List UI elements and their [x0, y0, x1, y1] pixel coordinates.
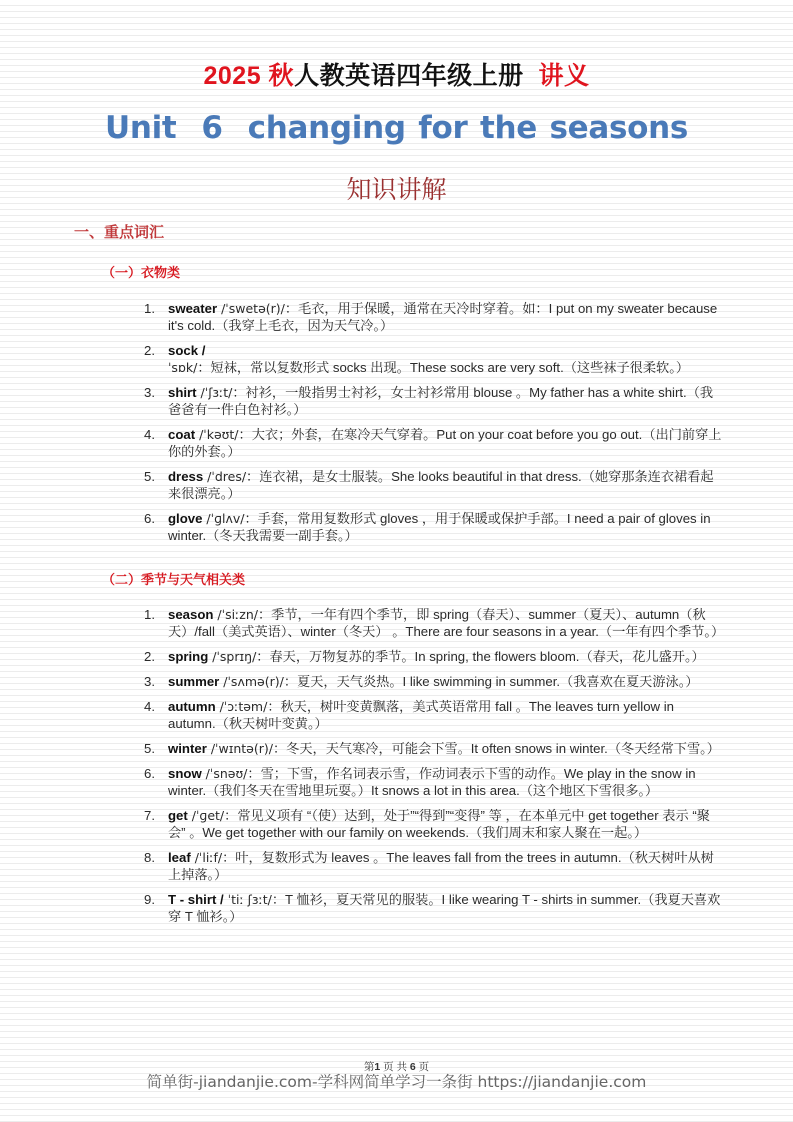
section-heading-key-vocabulary: 一、重点词汇 — [74, 224, 165, 241]
vocab-word: winter — [168, 741, 207, 756]
definition: ：春天，万物复苏的季节。In spring, the flowers bloom.（春天，花儿盛开。） — [256, 649, 705, 664]
vocabulary-list-seasons-weather — [140, 606, 725, 933]
item-number: 5. — [144, 469, 155, 484]
definition: ：T 恤衫，夏天常见的服装。I like wearing T - shirts in summer.（我夏天喜欢穿 T 恤衫。） — [168, 892, 721, 924]
definition: ：夏天，天气炎热。I like swimming in summer.（我喜欢在夏天游泳。） — [283, 674, 699, 689]
list-item — [140, 740, 725, 757]
item-number: 9. — [144, 892, 155, 907]
definition: ：衬衫，一般指男士衬衫，女士衬衫常用 blouse 。My father has a white shirt.（我爸爸有一件白色衬衫。） — [168, 385, 714, 417]
definition: ：短袜，常以复数形式 socks 出现。These socks are very soft.（这些袜子很柔软。） — [197, 360, 690, 375]
vocabulary-list-clothing — [140, 300, 725, 552]
vocab-word: leaf — [168, 850, 191, 865]
item-number: 3. — [144, 674, 155, 689]
item-number: 1. — [144, 607, 155, 622]
phonetic: /ˈkəʊt/ — [195, 427, 239, 442]
title-textbook: 人教英语四年级上册 — [294, 62, 524, 90]
list-item — [140, 300, 725, 334]
document-title — [0, 56, 793, 92]
vocab-word: T - shirt / — [168, 892, 224, 907]
vocab-word: spring — [168, 649, 209, 664]
title-year-season: 2025 秋 — [203, 62, 295, 90]
page-middle: 页 共 — [380, 1061, 410, 1073]
list-item — [140, 765, 725, 799]
vocab-word: get — [168, 808, 188, 823]
list-item — [140, 510, 725, 544]
page-current: 1 — [374, 1061, 381, 1073]
list-item — [140, 342, 725, 376]
phonetic: /ˈsiːzn/ — [213, 607, 258, 622]
page-subtitle: 知识讲解 — [346, 175, 447, 204]
item-number: 6. — [144, 766, 155, 781]
phonetic: /ˈsʌmə(r)/ — [219, 674, 284, 689]
definition: ：叶，复数形式为 leaves 。The leaves fall from the trees in autumn.（秋天树叶从树上掉落。） — [168, 850, 714, 882]
list-item — [140, 891, 725, 925]
phonetic: /ˈliːf/ — [190, 850, 223, 865]
list-item — [140, 384, 725, 418]
item-number: 4. — [144, 427, 155, 442]
definition: ：毛衣，用于保暖，通常在天冷时穿着。如：I put on my sweater because it's cold.（我穿上毛衣，因为天气冷。） — [168, 301, 718, 333]
phonetic: /ˈwɪntə(r)/ — [206, 741, 273, 756]
vocab-word: season — [168, 607, 214, 622]
definition: ：秋天，树叶变黄飘落，美式英语常用 fall 。The leaves turn yellow in autumn.（秋天树叶变黄。） — [168, 699, 675, 731]
phonetic: ˈsɒk/ — [168, 360, 198, 375]
list-item — [140, 698, 725, 732]
definition: ：连衣裙，是女士服装。She looks beautiful in that dress.（她穿那条连衣裙看起来很漂亮。） — [168, 469, 714, 501]
vocab-word: autumn — [168, 699, 216, 714]
item-number: 3. — [144, 385, 155, 400]
item-number: 5. — [144, 741, 155, 756]
phonetic: /ˈdres/ — [203, 469, 247, 484]
page-suffix: 页 — [415, 1061, 430, 1073]
vocab-word: sweater — [168, 301, 218, 316]
unit-title: Unit 6 changing for the seasons — [104, 110, 689, 146]
item-number: 1. — [144, 301, 155, 316]
phonetic: /ˈɡet/ — [187, 808, 225, 823]
vocab-word: glove — [168, 511, 203, 526]
vocab-word: summer — [168, 674, 220, 689]
item-number: 2. — [144, 343, 155, 358]
page-total: 6 — [409, 1061, 416, 1073]
definition: ：大衣；外套，在寒冷天气穿着。Put on your coat before you go out.（出门前穿上你的外套。） — [168, 427, 722, 459]
vocab-word: snow — [168, 766, 202, 781]
category-heading-clothing: （一）衣物类 — [102, 265, 181, 280]
phonetic: /ˈɔːtəm/ — [215, 699, 268, 714]
vocab-word: dress — [168, 469, 204, 484]
phonetic: /ˈsprɪŋ/ — [208, 649, 257, 664]
page-prefix: 第 — [363, 1061, 375, 1073]
list-item — [140, 849, 725, 883]
item-number: 4. — [144, 699, 155, 714]
list-item — [140, 648, 725, 665]
definition: ：雪；下雪，作名词表示雪，作动词表示下雪的动作。We play in the snow in winter.（我们冬天在雪地里玩耍。）It snows a lot in this area.（这个地区下雪很多。） — [168, 766, 696, 798]
vocab-word: coat — [168, 427, 196, 442]
phonetic: /ˈsnəʊ/ — [201, 766, 248, 781]
list-item — [140, 673, 725, 690]
category-heading-seasons-weather: （二）季节与天气相关类 — [102, 572, 246, 587]
list-item — [140, 426, 725, 460]
item-number: 7. — [144, 808, 155, 823]
item-number: 6. — [144, 511, 155, 526]
definition: ：常见义项有 “（使）达到，处于”“得到”“变得” 等 ，在本单元中 get together 表示 “聚会” 。We get together with our family on weekends.（我们周末和家人聚在一起。） — [168, 808, 710, 840]
phonetic: /ˈʃɜːt/ — [196, 385, 233, 400]
footer-watermark-link[interactable]: 简单街-jiandanjie.com-学科网简单学习一条街 https://jiandanjie.com — [146, 1073, 647, 1091]
list-item — [140, 807, 725, 841]
phonetic: ˈtiː ʃɜːt/ — [223, 892, 272, 907]
vocab-word: sock / — [168, 343, 206, 358]
phonetic: /ˈɡlʌv/ — [202, 511, 245, 526]
item-number: 8. — [144, 850, 155, 865]
phonetic: /ˈswetə(r)/ — [217, 301, 285, 316]
item-number: 2. — [144, 649, 155, 664]
vocab-word: shirt — [168, 385, 197, 400]
definition: ：季节，一年有四个季节，即 spring（春天）、summer（夏天）、autumn（秋天）/fall（美式英语）、winter（冬天） 。There are four seasons in a year.（一年有四个季节。） — [168, 607, 725, 639]
definition: ：手套，常用复数形式 gloves ，用于保暖或保护手部。I need a pair of gloves in winter.（冬天我需要一副手套。） — [168, 511, 711, 543]
list-item — [140, 606, 725, 640]
title-handout: 讲义 — [538, 62, 590, 90]
definition: ：冬天，天气寒冷，可能会下雪。It often snows in winter.（冬天经常下雪。） — [272, 741, 720, 756]
list-item — [140, 468, 725, 502]
